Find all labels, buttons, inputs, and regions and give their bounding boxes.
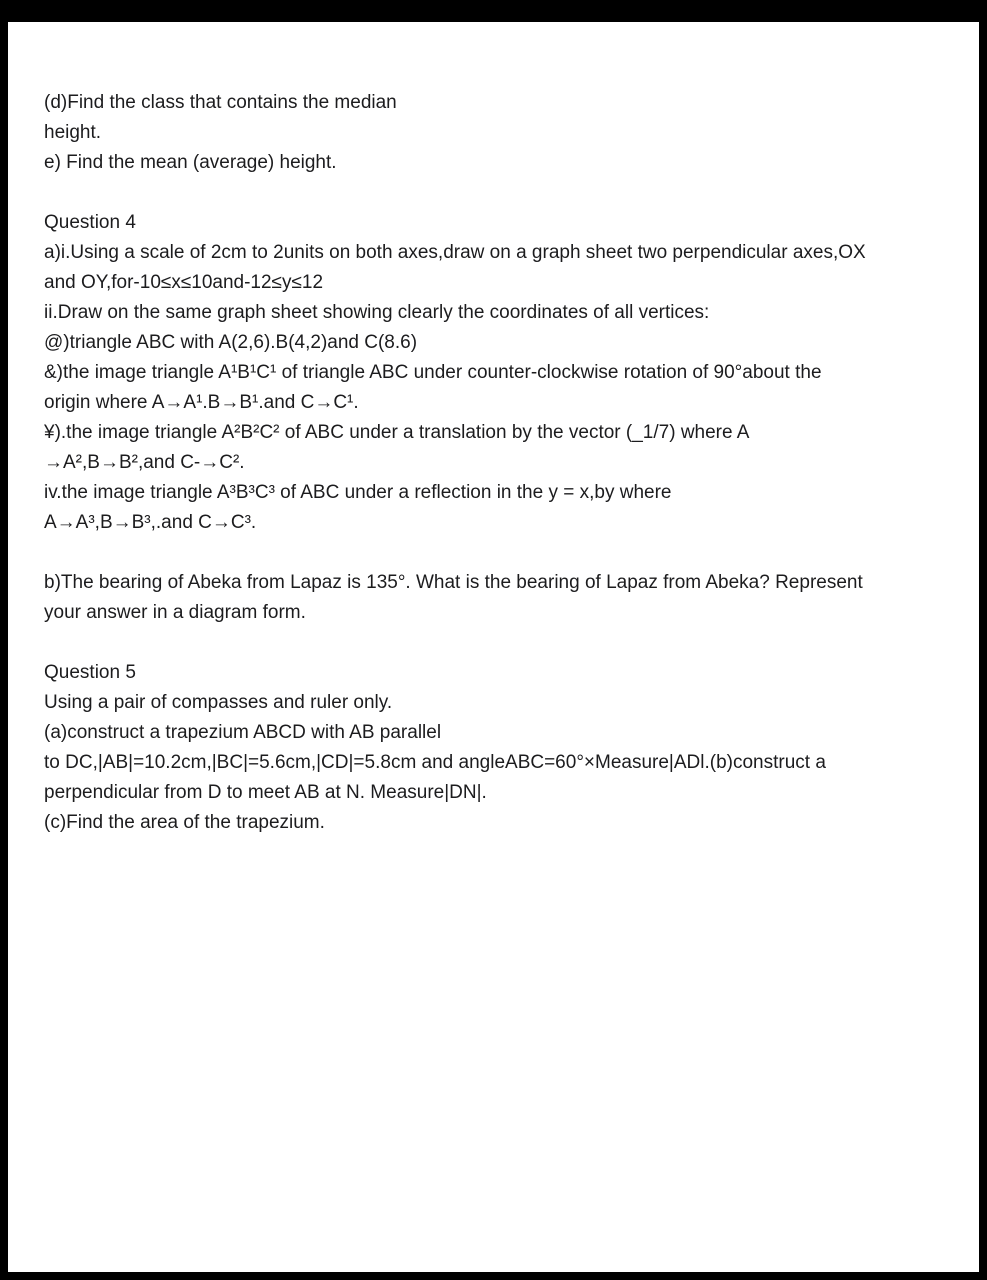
paragraph-gap — [44, 628, 954, 658]
question-4-b-line-1: b)The bearing of Abeka from Lapaz is 135°. What is the bearing of Lapaz from Abeka? Represent — [44, 572, 863, 593]
question-4-a-i-line-2: and OY,for-10≤x≤10and-12≤y≤12 — [44, 272, 324, 293]
question-d-line-1: (d)Find the class that contains the median — [44, 92, 397, 113]
question-4-translation-line-1: ¥).the image triangle A²B²C² of ABC under a translation by the vector (_1/7) where A — [44, 422, 750, 443]
question-5-c-line: (c)Find the area of the trapezium. — [44, 812, 325, 833]
question-5-b-line: perpendicular from D to meet AB at N. Measure|DN|. — [44, 782, 487, 803]
question-5-instruction-line: Using a pair of compasses and ruler only. — [44, 692, 393, 713]
question-4-rotation-line-1: &)the image triangle A¹B¹C¹ of triangle ABC under counter-clockwise rotation of 90°about the — [44, 362, 822, 383]
question-4-reflection-line-1: iv.the image triangle A³B³C³ of ABC under a reflection in the y = x,by where — [44, 482, 672, 503]
question-4-rotation-line-2: origin where A→A¹.B→B¹.and C→C¹. — [44, 392, 359, 413]
question-5-a-line-1: (a)construct a trapezium ABCD with AB parallel — [44, 722, 442, 743]
question-4-triangle-abc-line: @)triangle ABC with A(2,6).B(4,2)and C(8.6) — [44, 332, 418, 353]
question-4-reflection-line-2: A→A³,B→B³,.and C→C³. — [44, 512, 257, 533]
question-5-a-line-2: to DC,|AB|=10.2cm,|BC|=5.6cm,|CD|=5.8cm and angleABC=60°×Measure|ADl.(b)construct a — [44, 752, 826, 773]
paragraph-gap — [44, 178, 954, 208]
question-e-line: e) Find the mean (average) height. — [44, 152, 337, 173]
document-page — [8, 22, 979, 1272]
question-4-heading: Question 4 — [44, 212, 136, 233]
question-4-translation-line-2: →A²,B→B²,and C-→C². — [44, 452, 245, 473]
question-d-line-2: height. — [44, 122, 102, 143]
question-4-a-i-line-1: a)i.Using a scale of 2cm to 2units on both axes,draw on a graph sheet two perpendicular axes,OX — [44, 242, 866, 263]
paragraph-gap — [44, 538, 954, 568]
question-5-heading: Question 5 — [44, 662, 136, 683]
question-4-a-ii-line: ii.Draw on the same graph sheet showing clearly the coordinates of all vertices: — [44, 302, 710, 323]
question-4-b-line-2: your answer in a diagram form. — [44, 602, 306, 623]
document-text — [44, 88, 954, 838]
